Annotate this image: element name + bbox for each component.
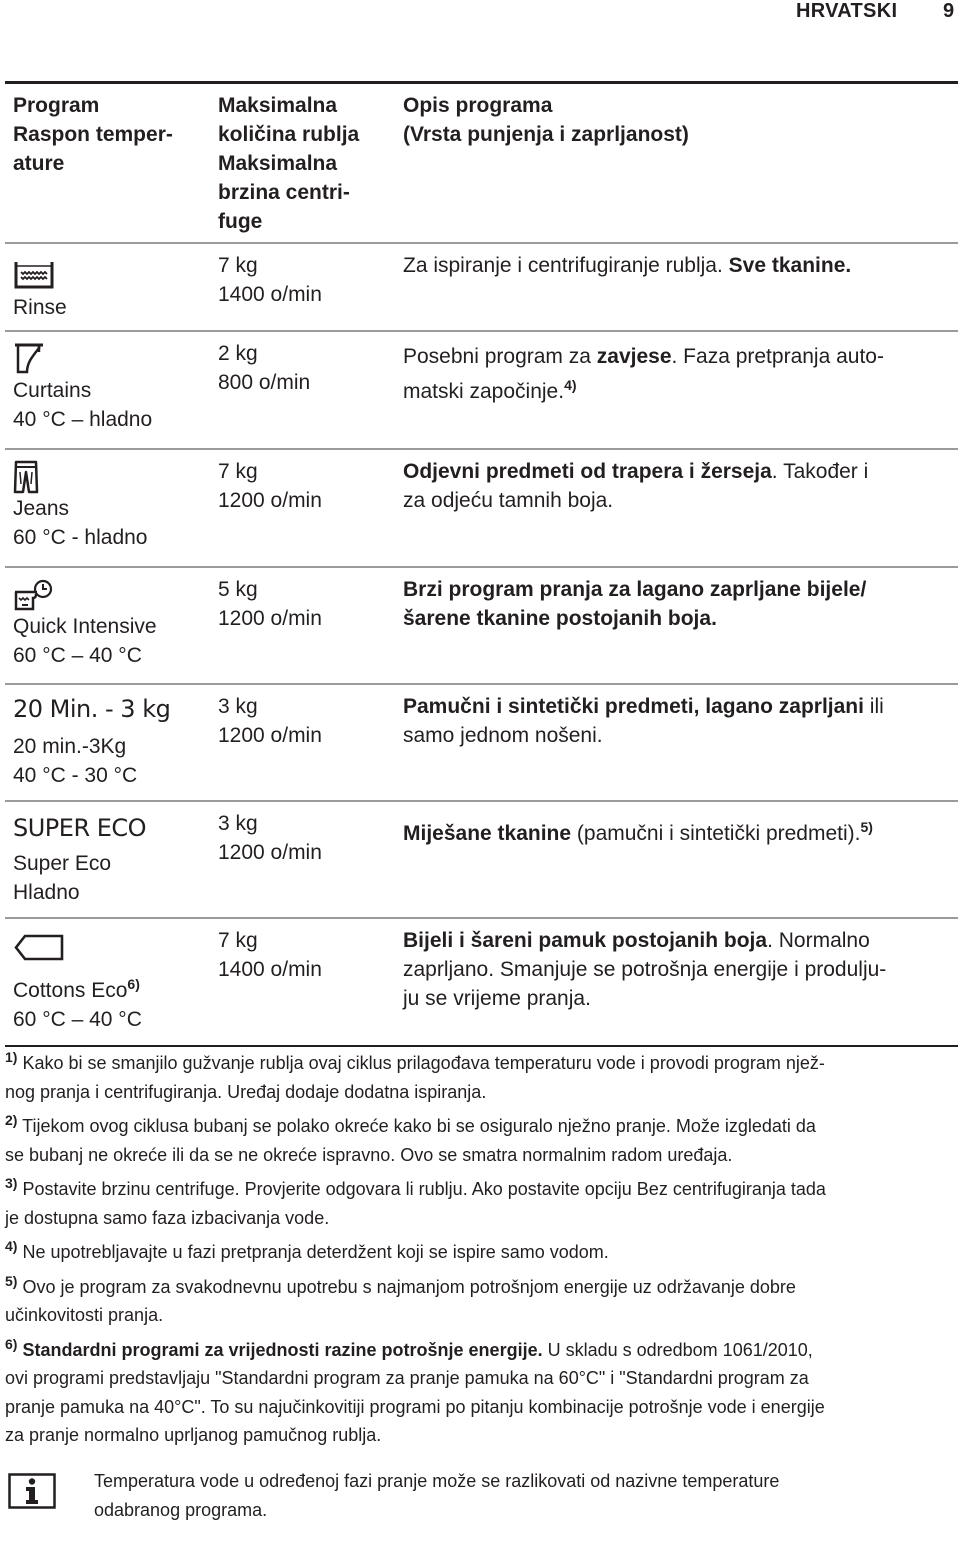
load-cell: 7 kg 1400 o/min — [218, 254, 322, 306]
info-text: Temperatura vode u određenoj fazi pranje može se razlikovati od nazivne temperature odabranog programa. — [94, 1471, 780, 1520]
description-cell: Za ispiranje i centrifugiranje rublja. Sve tkanine. — [403, 254, 852, 277]
program-display-label: SUPER ECO — [13, 814, 147, 842]
table-row — [5, 332, 958, 450]
jeans-icon — [13, 460, 39, 494]
description-cell: Bijeli i šareni pamuk postojanih boja. Normalno zaprljano. Smanjuje se potrošnja energije i produlju- ju se vrijeme pranja. — [403, 929, 887, 1010]
program-table — [5, 81, 958, 1047]
quick-intensive-icon — [13, 578, 57, 612]
footnote-3: $^{3)}$ Postavite brzinu centrifuge. Provjerite odgovara li rublju. Ako postavite opciju Bez centrifugiranja tada je dostupna samo faza izbacivanja vode. — [5, 1175, 826, 1228]
column-header-description: Opis programa (Vrsta punjenja i zaprljanost) — [403, 94, 689, 146]
program-details: Super Eco Hladno — [13, 852, 112, 904]
program-details: Cottons Eco$^{6)}$ 60 °C – 40 °C — [13, 976, 142, 1031]
load-cell: 3 kg 1200 o/min — [218, 695, 322, 747]
table-row — [5, 568, 958, 685]
footnote-2: $^{2)}$ Tijekom ovog ciklusa bubanj se polako okreće kako bi se osiguralo nježno pranje. Može izgledati da se bubanj ne okreće ili da se ne okreće ispravno. Ovo se smatra normalnim radom uređaja. — [5, 1112, 816, 1165]
column-header-program: Program Raspon temper- ature — [13, 94, 173, 175]
table-row — [5, 685, 958, 802]
load-cell: 7 kg 1200 o/min — [218, 460, 322, 512]
load-cell: 3 kg 1200 o/min — [218, 812, 322, 864]
program-details: Jeans 60 °C - hladno — [13, 497, 148, 549]
curtains-icon — [13, 342, 45, 376]
footnote-4: $^{4)}$ Ne upotrebljavajte u fazi pretpranja deterdžent koji se ispire samo vodom. — [5, 1238, 609, 1262]
cottons-eco-icon — [13, 933, 65, 961]
language-label: HRVATSKI — [796, 0, 898, 22]
rinse-icon — [13, 258, 55, 290]
footnote-5: $^{5)}$ Ovo je program za svakodnevnu upotrebu s najmanjom potrošnjom energije uz održavanje dobre učinkovitosti pranja. — [5, 1272, 796, 1325]
table-row — [5, 450, 958, 568]
program-display-label: 20 Min. - 3 kg — [13, 695, 171, 723]
footnote-6: $^{6)}$ Standardni programi za vrijednosti razine potrošnje energije. U skladu s odredbom 1061/2010, ovi programi predstavljaju "Standardni program za pranje pamuka na 60°C" i "Standardni program za pranje pamuka na 40°C". To su najučinkovitiji programi po pitanju kombinacije potrošnje vode i energije za pranje normalno uprljanog pamučnog rublja. — [5, 1335, 825, 1445]
footnote-1: $^{1)}$ Kako bi se smanjilo gužvanje rublja ovaj ciklus prilagođava temperaturu vode i provodi program njež- nog pranja i centrifugiranja. Uređaj dodaje dodatna ispiranja. — [5, 1049, 825, 1102]
description-cell: Miješane tkanine (pamučni i sintetički predmeti).$^{5)}$ — [403, 819, 873, 845]
description-cell: Odjevni predmeti od trapera i žerseja. Također i za odjeću tamnih boja. — [403, 460, 869, 512]
load-cell: 5 kg 1200 o/min — [218, 578, 322, 630]
table-row — [5, 244, 958, 332]
table-row — [5, 919, 958, 1047]
program-details: 20 min.-3Kg 40 °C - 30 °C — [13, 735, 138, 787]
program-details: Curtains 40 °C – hladno — [13, 379, 153, 431]
description-cell: Posebni program za zavjese. Faza pretpranja auto- matski započinje.$^{4)}$ — [403, 345, 884, 403]
column-header-load: Maksimalna količina rublja Maksimalna brzina centri- fuge — [218, 94, 360, 233]
program-name: Rinse — [13, 296, 67, 319]
page-number: 9 — [943, 0, 955, 22]
load-cell: 2 kg 800 o/min — [218, 342, 311, 394]
info-icon — [8, 1473, 56, 1509]
program-details: Quick Intensive 60 °C – 40 °C — [13, 615, 157, 667]
load-cell: 7 kg 1400 o/min — [218, 929, 322, 981]
description-cell: Pamučni i sintetički predmeti, lagano zaprljani ili samo jednom nošeni. — [403, 695, 884, 747]
page-header — [0, 0, 960, 24]
footnotes — [5, 1049, 950, 1456]
table-header-row — [5, 84, 958, 244]
description-cell: Brzi program pranja za lagano zaprljane bijele/ šarene tkanine postojanih boja. — [403, 578, 867, 630]
table-row — [5, 802, 958, 919]
